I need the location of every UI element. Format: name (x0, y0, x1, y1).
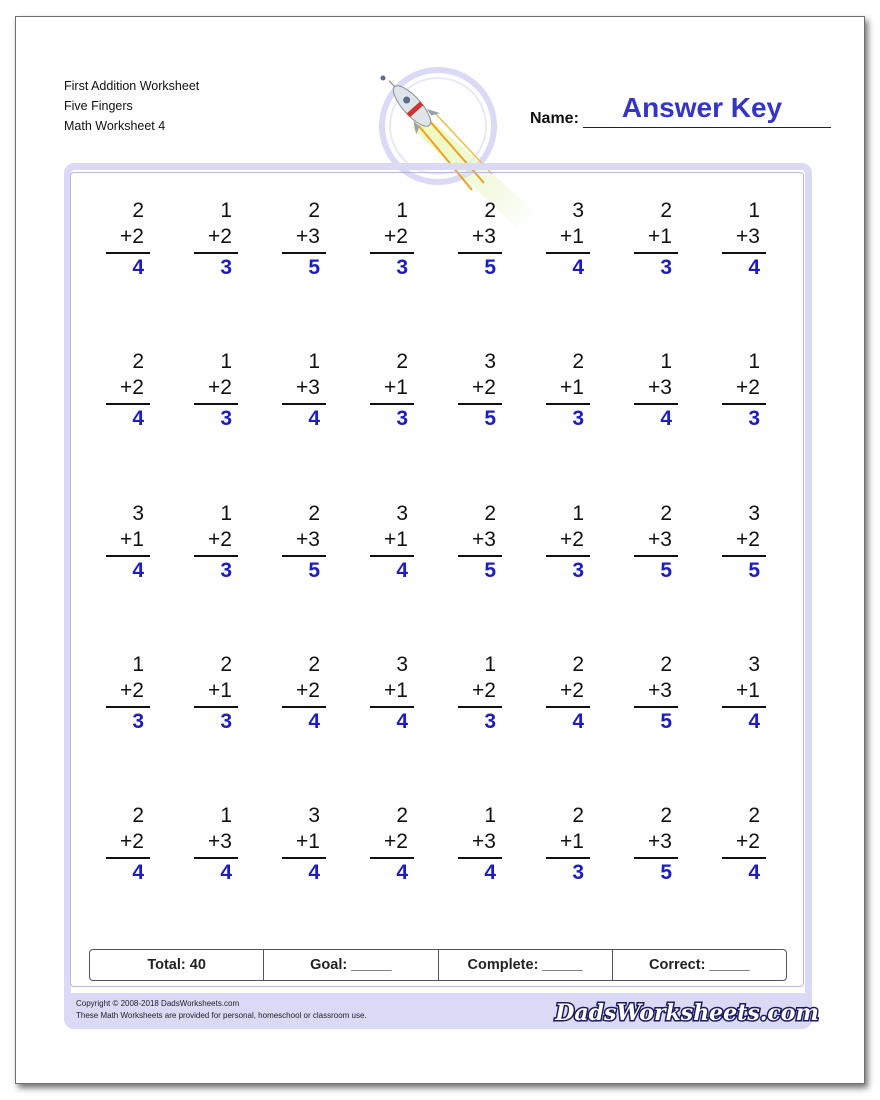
problem-1-7 (634, 198, 678, 281)
problem-addend-second: +2 (736, 376, 760, 399)
problem-bar (722, 706, 766, 708)
problem-answer: 4 (748, 710, 760, 733)
problem-answer: 4 (748, 256, 760, 279)
problem-addend-second: +2 (296, 679, 320, 702)
problem-answer: 4 (132, 256, 144, 279)
problem-answer: 5 (660, 559, 672, 582)
problem-addend: 3 (484, 350, 496, 373)
footer-copyright (76, 998, 367, 1022)
problem-bar (634, 706, 678, 708)
name-line (583, 127, 831, 128)
problem-bar (722, 252, 766, 254)
problem-bar (546, 403, 590, 405)
problem-2-8 (722, 349, 766, 432)
problem-addend-second: +2 (120, 376, 144, 399)
problem-answer: 4 (396, 710, 408, 733)
problem-bar (282, 403, 326, 405)
problem-answer: 3 (220, 256, 232, 279)
problem-5-2 (194, 803, 238, 886)
problem-answer: 4 (308, 407, 320, 430)
problem-addend-second: +3 (648, 679, 672, 702)
problem-addend: 2 (484, 502, 496, 525)
problem-answer: 4 (572, 710, 584, 733)
problem-bar (458, 403, 502, 405)
problem-addend-second: +3 (472, 528, 496, 551)
problem-answer: 5 (308, 256, 320, 279)
problem-answer: 5 (484, 559, 496, 582)
problem-addend-second: +2 (120, 225, 144, 248)
problem-3-5 (458, 501, 502, 584)
problem-answer: 3 (572, 559, 584, 582)
problem-addend: 3 (748, 502, 760, 525)
problem-2-6 (546, 349, 590, 432)
problem-bar (546, 706, 590, 708)
problem-bar (106, 252, 150, 254)
problem-bar (546, 555, 590, 557)
problem-addend-second: +3 (296, 528, 320, 551)
problem-answer: 3 (132, 710, 144, 733)
problem-3-4 (370, 501, 414, 584)
problem-answer: 4 (132, 861, 144, 884)
problem-bar (722, 403, 766, 405)
problem-3-6 (546, 501, 590, 584)
problem-answer: 3 (748, 407, 760, 430)
problem-answer: 3 (484, 710, 496, 733)
problem-addend: 1 (220, 350, 232, 373)
problem-addend-second: +3 (208, 830, 232, 853)
problem-addend: 3 (308, 804, 320, 827)
problem-addend: 1 (132, 653, 144, 676)
problem-addend-second: +2 (384, 225, 408, 248)
problem-addend-second: +1 (736, 679, 760, 702)
problems-inner-border (70, 172, 804, 987)
worksheet-title: First Addition Worksheet (64, 79, 200, 93)
problem-addend-second: +2 (208, 376, 232, 399)
problem-addend-second: +2 (472, 376, 496, 399)
problem-bar (194, 706, 238, 708)
problem-4-3 (282, 652, 326, 735)
problem-addend: 2 (220, 653, 232, 676)
answer-key-title: Answer Key (621, 92, 783, 123)
problem-3-2 (194, 501, 238, 584)
problem-bar (282, 252, 326, 254)
problem-addend: 3 (396, 653, 408, 676)
problem-bar (546, 857, 590, 859)
problem-addend: 2 (748, 804, 760, 827)
problem-addend: 2 (132, 804, 144, 827)
problem-addend: 1 (308, 350, 320, 373)
problem-4-5 (458, 652, 502, 735)
problem-answer: 5 (484, 407, 496, 430)
problem-addend-second: +2 (472, 679, 496, 702)
problem-1-2 (194, 198, 238, 281)
problem-addend: 2 (572, 350, 584, 373)
problem-addend-second: +1 (384, 679, 408, 702)
problem-1-5 (458, 198, 502, 281)
problem-4-6 (546, 652, 590, 735)
problem-addend: 2 (660, 653, 672, 676)
problem-addend: 1 (572, 502, 584, 525)
problem-addend: 2 (572, 653, 584, 676)
worksheet-header-info (64, 76, 199, 136)
problem-addend: 2 (308, 502, 320, 525)
problem-bar (106, 403, 150, 405)
problem-addend-second: +3 (296, 376, 320, 399)
problem-bar (370, 403, 414, 405)
problem-bar (458, 252, 502, 254)
problem-2-2 (194, 349, 238, 432)
problem-answer: 4 (220, 861, 232, 884)
name-label: Name: (530, 110, 579, 127)
problem-bar (370, 857, 414, 859)
problem-addend: 2 (132, 199, 144, 222)
problem-answer: 5 (308, 559, 320, 582)
problem-addend-second: +2 (120, 830, 144, 853)
problem-2-1 (106, 349, 150, 432)
score-correct: Correct: _____ (649, 957, 750, 973)
score-bar (89, 949, 787, 981)
problem-answer: 3 (220, 710, 232, 733)
problem-5-8 (722, 803, 766, 886)
brand-logo (555, 993, 819, 1029)
problem-3-3 (282, 501, 326, 584)
problem-addend-second: +2 (560, 528, 584, 551)
problem-addend-second: +3 (736, 225, 760, 248)
problem-addend: 1 (396, 199, 408, 222)
problem-addend-second: +1 (120, 528, 144, 551)
problem-answer: 3 (396, 407, 408, 430)
problem-bar (722, 555, 766, 557)
problem-3-8 (722, 501, 766, 584)
problem-addend-second: +2 (560, 679, 584, 702)
problem-bar (106, 857, 150, 859)
problem-addend: 2 (572, 804, 584, 827)
problem-answer: 4 (308, 861, 320, 884)
problem-3-1 (106, 501, 150, 584)
problem-bar (370, 252, 414, 254)
problem-addend-second: +3 (472, 225, 496, 248)
problem-bar (194, 403, 238, 405)
problem-answer: 4 (308, 710, 320, 733)
problem-answer: 5 (484, 256, 496, 279)
problem-addend: 2 (308, 653, 320, 676)
problem-addend-second: +2 (384, 830, 408, 853)
score-total: Total: 40 (90, 950, 264, 980)
problem-answer: 5 (660, 710, 672, 733)
problem-addend: 2 (660, 804, 672, 827)
problem-addend-second: +2 (208, 225, 232, 248)
problem-answer: 3 (220, 559, 232, 582)
score-goal: Goal: _____ (264, 950, 438, 980)
problem-addend-second: +1 (560, 376, 584, 399)
problem-bar (370, 555, 414, 557)
problem-2-7 (634, 349, 678, 432)
problem-5-3 (282, 803, 326, 886)
brand-logo-text: DadsWorksheets.com (555, 1000, 819, 1026)
problem-addend-second: +3 (296, 225, 320, 248)
problem-1-1 (106, 198, 150, 281)
problem-4-2 (194, 652, 238, 735)
problem-answer: 4 (572, 256, 584, 279)
problem-answer: 3 (220, 407, 232, 430)
problem-addend-second: +2 (120, 679, 144, 702)
problem-addend: 2 (396, 804, 408, 827)
problem-addend: 2 (660, 199, 672, 222)
problem-addend-second: +1 (384, 376, 408, 399)
problem-bar (106, 555, 150, 557)
problem-bar (458, 706, 502, 708)
problem-bar (194, 252, 238, 254)
worksheet-number: Math Worksheet 4 (64, 119, 166, 133)
problem-answer: 5 (748, 559, 760, 582)
problem-1-4 (370, 198, 414, 281)
problem-addend-second: +1 (560, 225, 584, 248)
problem-answer: 4 (396, 559, 408, 582)
problem-answer: 4 (748, 861, 760, 884)
problem-answer: 3 (572, 861, 584, 884)
problem-addend: 3 (132, 502, 144, 525)
problem-4-8 (722, 652, 766, 735)
problem-addend: 2 (484, 199, 496, 222)
problem-addend-second: +2 (208, 528, 232, 551)
problem-addend-second: +2 (736, 528, 760, 551)
problem-answer: 4 (484, 861, 496, 884)
problem-addend-second: +1 (384, 528, 408, 551)
problem-answer: 5 (660, 861, 672, 884)
problem-bar (634, 857, 678, 859)
problem-addend: 1 (748, 199, 760, 222)
problem-answer: 4 (396, 861, 408, 884)
copyright-text: Copyright © 2008-2018 DadsWorksheets.com (76, 999, 240, 1008)
problem-3-7 (634, 501, 678, 584)
problem-bar (546, 252, 590, 254)
problem-answer: 4 (132, 559, 144, 582)
problem-addend-second: +3 (648, 830, 672, 853)
problem-bar (106, 706, 150, 708)
problem-addend: 3 (748, 653, 760, 676)
worksheet-subtitle: Five Fingers (64, 99, 133, 113)
problem-1-8 (722, 198, 766, 281)
problem-5-4 (370, 803, 414, 886)
problem-addend-second: +1 (296, 830, 320, 853)
problem-5-6 (546, 803, 590, 886)
problem-addend-second: +1 (648, 225, 672, 248)
usage-note: These Math Worksheets are provided for personal, homeschool or classroom use. (76, 1011, 367, 1020)
problem-2-3 (282, 349, 326, 432)
problem-bar (634, 403, 678, 405)
problem-addend-second: +1 (560, 830, 584, 853)
problem-addend-second: +3 (648, 376, 672, 399)
problem-answer: 3 (396, 256, 408, 279)
problem-bar (458, 555, 502, 557)
problem-addend: 1 (220, 804, 232, 827)
problem-addend-second: +3 (472, 830, 496, 853)
problem-bar (282, 706, 326, 708)
problem-bar (458, 857, 502, 859)
problem-2-5 (458, 349, 502, 432)
problem-addend: 2 (660, 502, 672, 525)
problem-addend: 3 (572, 199, 584, 222)
problem-bar (282, 555, 326, 557)
problem-answer: 4 (132, 407, 144, 430)
problem-bar (194, 555, 238, 557)
problem-addend: 3 (396, 502, 408, 525)
problem-addend: 1 (220, 199, 232, 222)
problem-2-4 (370, 349, 414, 432)
problem-bar (370, 706, 414, 708)
problem-bar (722, 857, 766, 859)
problem-answer: 3 (572, 407, 584, 430)
problem-addend: 1 (220, 502, 232, 525)
problem-answer: 3 (660, 256, 672, 279)
problem-5-7 (634, 803, 678, 886)
problem-addend: 2 (308, 199, 320, 222)
problem-addend: 2 (132, 350, 144, 373)
problem-addend: 1 (660, 350, 672, 373)
problem-answer: 4 (660, 407, 672, 430)
problem-4-4 (370, 652, 414, 735)
problem-4-1 (106, 652, 150, 735)
problem-5-1 (106, 803, 150, 886)
problem-addend: 2 (396, 350, 408, 373)
problem-bar (282, 857, 326, 859)
problem-addend-second: +2 (736, 830, 760, 853)
problem-bar (634, 252, 678, 254)
problem-addend: 1 (484, 804, 496, 827)
problem-addend-second: +3 (648, 528, 672, 551)
problem-1-3 (282, 198, 326, 281)
problem-5-5 (458, 803, 502, 886)
problem-addend: 1 (484, 653, 496, 676)
problem-bar (194, 857, 238, 859)
problem-addend-second: +1 (208, 679, 232, 702)
score-complete: Complete: _____ (439, 950, 613, 980)
problem-1-6 (546, 198, 590, 281)
problem-bar (634, 555, 678, 557)
problem-4-7 (634, 652, 678, 735)
problem-addend: 1 (748, 350, 760, 373)
